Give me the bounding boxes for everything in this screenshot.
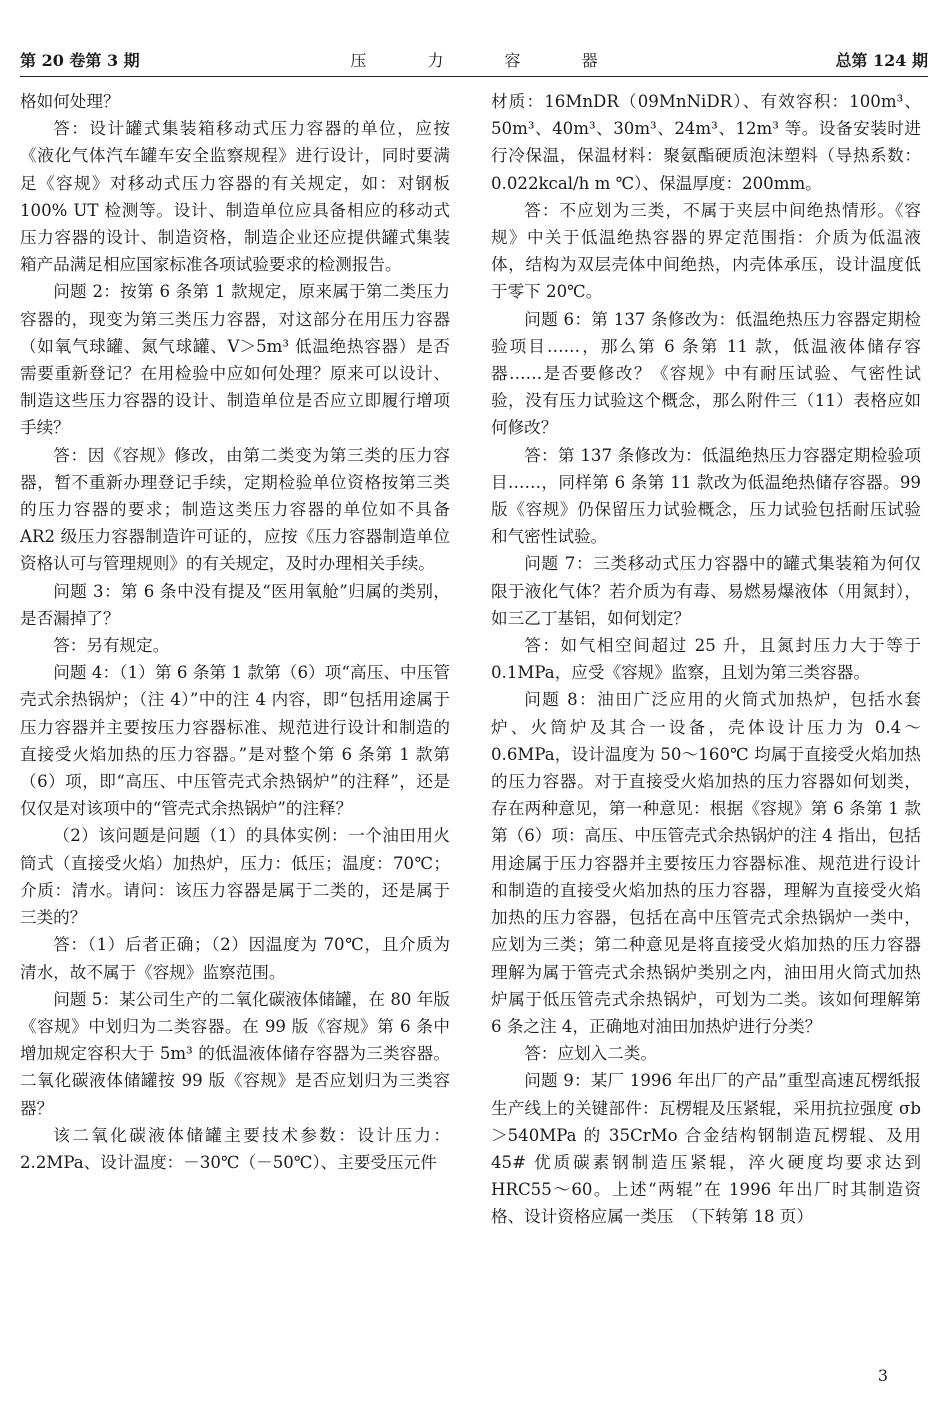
paragraph: 答：（1）后者正确；（2）因温度为 70℃，且介质为清水，故不属于《容规》监察范围。 <box>20 935 450 982</box>
paragraph: 问题 5：某公司生产的二氧化碳液体储罐，在 80 年版《容规》中划归为二类容器。在 99 版《容规》第 6 条中增加规定容积大于 5m³ 的低温液体储存容器为三类容器。二氧化碳液体储罐按 99 版《容规》是否应划归为三类容器？ <box>20 989 450 1118</box>
page-number: 3 <box>877 1366 888 1385</box>
paragraph: 该二氧化碳液体储罐主要技术参数：设计压力：2.2MPa、设计温度：－30℃（－50℃）、主要受压元件 <box>20 1125 450 1172</box>
paragraph: 问题 8：油田广泛应用的火筒式加热炉，包括水套炉、火筒炉及其合一设备，壳体设计压力为 0.4～0.6MPa，设计温度为 50～160℃ 均属于直接受火焰加热的压力容器。对于直接受火焰加热的压力容器如何划类，存在两种意见，第一种意见：根据《容规》第 6 条第 1 款第（6）项：高压、中压管壳式余热锅炉的注 4 指出，包括用途属于压力容器并主要按压力容器标准、规范进行设计和制造的直接受火焰加热的压力容器，理解为直接受火焰加热的压力容器，包括在高中压管壳式余热锅炉一类中，应划为三类；第二种意见是将直接受火焰加热的压力容器理解为属于管壳式余热锅炉类别之内，油田用火筒式加热炉属于低压管壳式余热锅炉，可划为二类。该如何理解第 6 条之注 4，正确地对油田加热炉进行分类？ <box>491 690 921 1036</box>
paragraph: 问题 2：按第 6 条第 1 款规定，原来属于第二类压力容器的，现变为第三类压力容器，对这部分在用压力容器（如氧气球罐、氮气球罐、V＞5m³ 低温绝热容器）是否需要重新登记？在用检验中应如何处理？原来可以设计、制造这些压力容器的设计、制造单位是否应立即履行增项手续？ <box>20 282 450 438</box>
left-column <box>20 88 450 1176</box>
running-header <box>20 40 928 76</box>
paragraph: 答：如气相空间超过 25 升，且氮封压力大于等于 0.1MPa，应受《容规》监察，且划为第三类容器。 <box>491 636 921 683</box>
paragraph: 答：因《容规》修改，由第二类变为第三类的压力容器，暂不重新办理登记手续，定期检验单位资格按第三类的压力容器的要求；制造这类压力容器的单位如不具备 AR2 级压力容器制造许可证的，应按《压力容器制造单位资格认可与管理规则》的有关规定，及时办理相关手续。 <box>20 445 450 574</box>
paragraph: 格如何处理？ <box>20 92 120 111</box>
paragraph: 问题 7：三类移动式压力容器中的罐式集装箱为何仅限于液化气体？若介质为有毒、易燃易爆液体（用氮封），如三乙丁基铝，如何划定？ <box>491 554 921 628</box>
paragraph: 问题 9：某厂 1996 年出厂的产品”重型高速瓦楞纸报生产线上的关键部件：瓦楞辊及压紧辊，采用抗拉强度 σb＞540MPa 的 35CrMo 合金结构钢制造瓦楞辊、及用 45# 优质碳素钢制造压紧辊，淬火硬度均要求达到 HRC55～60。上述“两辊”在 1996 年出厂时其制造资格、设计资格应属一类压 （下转第 18 页） <box>491 1071 921 1227</box>
paragraph: 答：设计罐式集装箱移动式压力容器的单位，应按《液化气体汽车罐车安全监察规程》进行设计，同时要满足《容规》对移动式压力容器的有关规定，如：对钢板 100% UT 检测等。设计、制造单位应具备相应的移动式压力容器的设计、制造资格，制造企业还应提供罐式集装箱产品满足相应国家标准各项试验要求的检测报告。 <box>20 119 450 275</box>
paragraph: （2）该问题是问题（1）的具体实例：一个油田用火筒式（直接受火焰）加热炉，压力：低压；温度：70℃；介质：清水。请问：该压力容器是属于二类的，还是属于三类的？ <box>20 826 450 928</box>
paragraph: 问题 3：第 6 条中没有提及“医用氧舱”归属的类别，是否漏掉了？ <box>20 581 450 628</box>
total-issue: 总第 124 期 <box>835 51 928 70</box>
journal-title: 压 力 容 器 <box>350 51 626 70</box>
paragraph: 答：不应划为三类，不属于夹层中间绝热情形。《容规》中关于低温绝热容器的界定范围指：介质为低温液体，结构为双层壳体中间绝热，内壳体承压，设计温度低于零下 20℃。 <box>491 200 921 302</box>
paragraph: 问题 6：第 137 条修改为：低温绝热压力容器定期检验项目……，那么第 6 条第 11 款，低温液体储存容器……是否要修改？《容规》中有耐压试验、气密性试验，没有压力试验这个概念，那么附件三（11）表格应如何修改？ <box>491 309 921 438</box>
header-rule <box>20 76 928 77</box>
paragraph: 材质：16MnDR（09MnNiDR）、有效容积：100m³、50m³、40m³、30m³、24m³、12m³ 等。设备安装时进行冷保温，保温材料：聚氨酯硬质泡沫塑料（导热系数：0.022kcal/h m ℃）、保温厚度：200mm。 <box>491 92 921 193</box>
right-column <box>491 88 921 1231</box>
paragraph: 答：应划入二类。 <box>524 1044 657 1064</box>
paragraph: 问题 4：（1）第 6 条第 1 款第（6）项“高压、中压管壳式余热锅炉；（注 4）”中的注 4 内容，即“包括用途属于压力容器并主要按压力容器标准、规范进行设计和制造的直接受火焰加热的压力容器。”是对整个第 6 条第 1 款第（6）项，即“高压、中压管壳式余热锅炉”的注释”，还是仅仅是对该项中的“管壳式余热锅炉”的注释？ <box>20 663 450 819</box>
volume-issue: 第 20 卷第 3 期 <box>20 51 140 70</box>
paragraph: 答：另有规定。 <box>53 636 170 656</box>
paragraph: 答：第 137 条修改为：低温绝热压力容器定期检验项目……，同样第 6 条第 11 款改为低温绝热储存容器。99 版《容规》仍保留压力试验概念，压力试验包括耐压试验和气密性试验。 <box>491 445 921 547</box>
